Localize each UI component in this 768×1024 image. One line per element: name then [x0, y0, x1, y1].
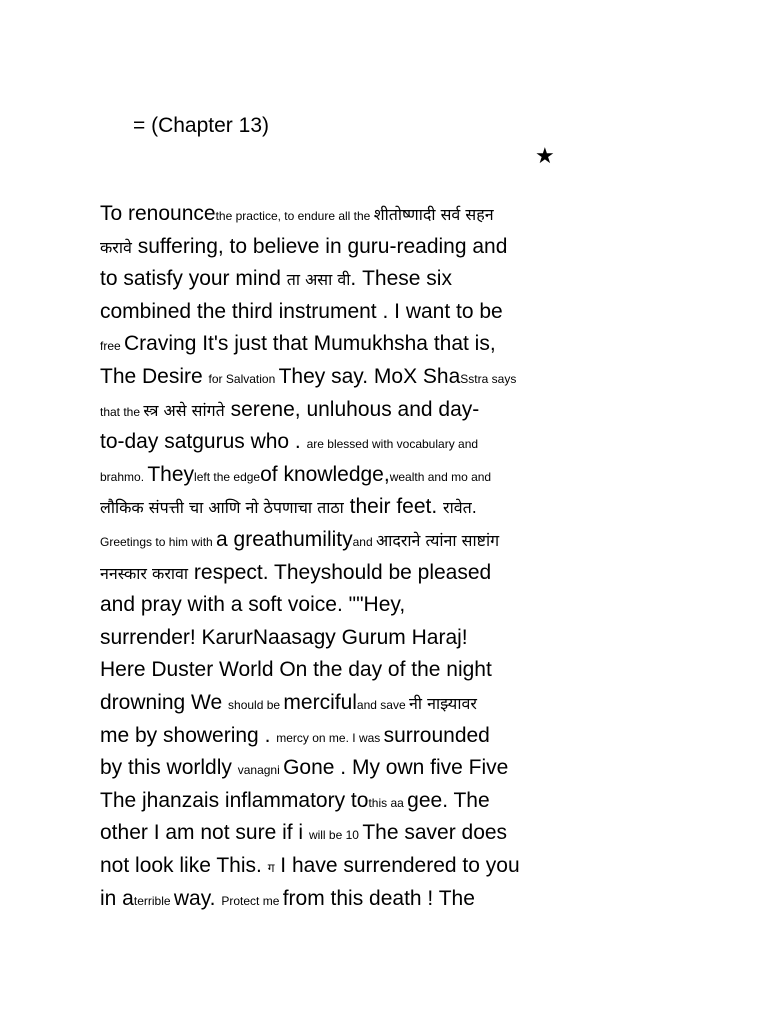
text-segment: the practice, to endure all the — [215, 209, 374, 223]
text-segment: आदराने त्यांना साष्टांग — [375, 531, 500, 550]
text-line — [100, 491, 477, 523]
text-segment: Craving It's just that Mumukhsha that is, — [124, 332, 496, 356]
text-segment: terrible — [133, 893, 174, 908]
text-segment: surrender! KarurNaasagy Gurum Haraj! — [100, 625, 468, 649]
text-line — [100, 426, 478, 458]
text-line — [100, 817, 507, 849]
text-line — [100, 524, 499, 556]
text-segment: vanagni — [237, 763, 284, 778]
text-segment: suffering, to believe in guru-reading and — [131, 234, 508, 258]
text-line — [100, 752, 508, 784]
text-segment: नी नाझ्यावर — [408, 694, 477, 713]
text-line — [100, 459, 491, 491]
text-segment: They say. MoX Sha — [278, 365, 461, 388]
text-segment: their feet. — [343, 495, 444, 519]
text-segment: To renounce — [100, 202, 216, 225]
text-line — [100, 231, 507, 263]
text-segment: The jhanzais inflammatory to — [100, 788, 369, 812]
text-segment: लौकिक संपत्ती चा आणि नो ठेपणाचा ताठा — [100, 498, 344, 518]
text-segment: will be 10 — [308, 828, 363, 843]
text-segment: not look like This. — [100, 854, 268, 877]
text-segment: and — [352, 535, 376, 549]
text-line — [100, 263, 452, 295]
text-segment: gee. The — [407, 788, 490, 812]
text-segment: Sstra says — [460, 372, 517, 386]
text-line — [100, 687, 477, 719]
text-line — [100, 198, 494, 230]
text-segment: of knowledge, — [260, 462, 390, 486]
text-segment: way. — [173, 886, 222, 910]
text-segment: respect. Theyshould be pleased — [188, 560, 492, 584]
text-segment: The Desire — [100, 365, 209, 388]
text-segment: Greetings to him with — [100, 535, 217, 549]
text-segment: that the — [100, 404, 144, 419]
text-segment: and pray with a soft voice. ""Hey, — [100, 593, 406, 617]
text-segment: combined the third instrument . I want to be — [100, 299, 503, 323]
text-segment: स्त्र असे सांगते — [143, 400, 225, 420]
text-segment: mercy on me. I was — [276, 730, 384, 745]
text-segment: करावे — [100, 237, 132, 257]
text-line — [100, 361, 516, 393]
text-segment: a greathumility — [216, 528, 353, 551]
text-line — [100, 654, 492, 686]
text-segment: from this death ! The — [282, 886, 475, 910]
text-segment: Gone . My own five Five — [283, 756, 509, 780]
text-segment: They — [147, 462, 195, 486]
text-segment: merciful — [283, 691, 357, 714]
text-segment: free — [100, 339, 125, 354]
text-segment: left the edge — [194, 469, 261, 484]
text-segment: . These six — [350, 267, 452, 291]
text-segment: to satisfy your mind — [100, 267, 287, 291]
text-segment: are blessed with vocabulary and — [306, 437, 479, 452]
text-segment: by this worldly — [100, 756, 238, 780]
text-segment: Here Duster World On the day of the night — [100, 658, 492, 682]
text-segment: surrounded — [383, 723, 490, 747]
text-segment: and save — [356, 698, 409, 712]
text-line — [100, 589, 405, 621]
text-segment: for Salvation — [208, 372, 279, 386]
text-line — [100, 557, 491, 589]
text-segment: ननस्कार करावा — [100, 563, 189, 583]
text-line — [100, 622, 468, 654]
text-segment: other I am not sure if i — [100, 821, 309, 845]
text-segment: रावेत. — [443, 498, 477, 518]
text-segment: drowning We — [100, 691, 229, 714]
text-segment: should be — [228, 698, 284, 712]
text-line — [100, 394, 479, 426]
text-line — [100, 785, 490, 817]
text-line — [100, 850, 520, 882]
text-segment: brahmo. — [100, 469, 148, 484]
text-segment: wealth and mo and — [389, 469, 492, 484]
star-icon: ★ — [535, 144, 555, 169]
text-segment: ग — [267, 861, 275, 875]
text-segment: The saver does — [362, 821, 508, 845]
text-line — [100, 328, 496, 360]
text-segment: this aa — [368, 795, 408, 810]
text-segment: serene, unluhous and day- — [224, 397, 480, 421]
text-segment: ता असा वी — [286, 270, 351, 290]
chapter-heading: = (Chapter 13) — [133, 114, 269, 137]
text-segment: in a — [100, 886, 134, 910]
text-line — [100, 296, 503, 328]
text-segment: I have surrendered to you — [274, 854, 520, 877]
text-line — [100, 720, 490, 752]
text-segment: शीतोष्णादी सर्व सहन — [373, 205, 494, 224]
text-segment: to-day satgurus who . — [100, 430, 307, 454]
text-line — [100, 883, 475, 915]
text-segment: Protect me — [221, 893, 283, 908]
text-segment: me by showering . — [100, 723, 277, 747]
